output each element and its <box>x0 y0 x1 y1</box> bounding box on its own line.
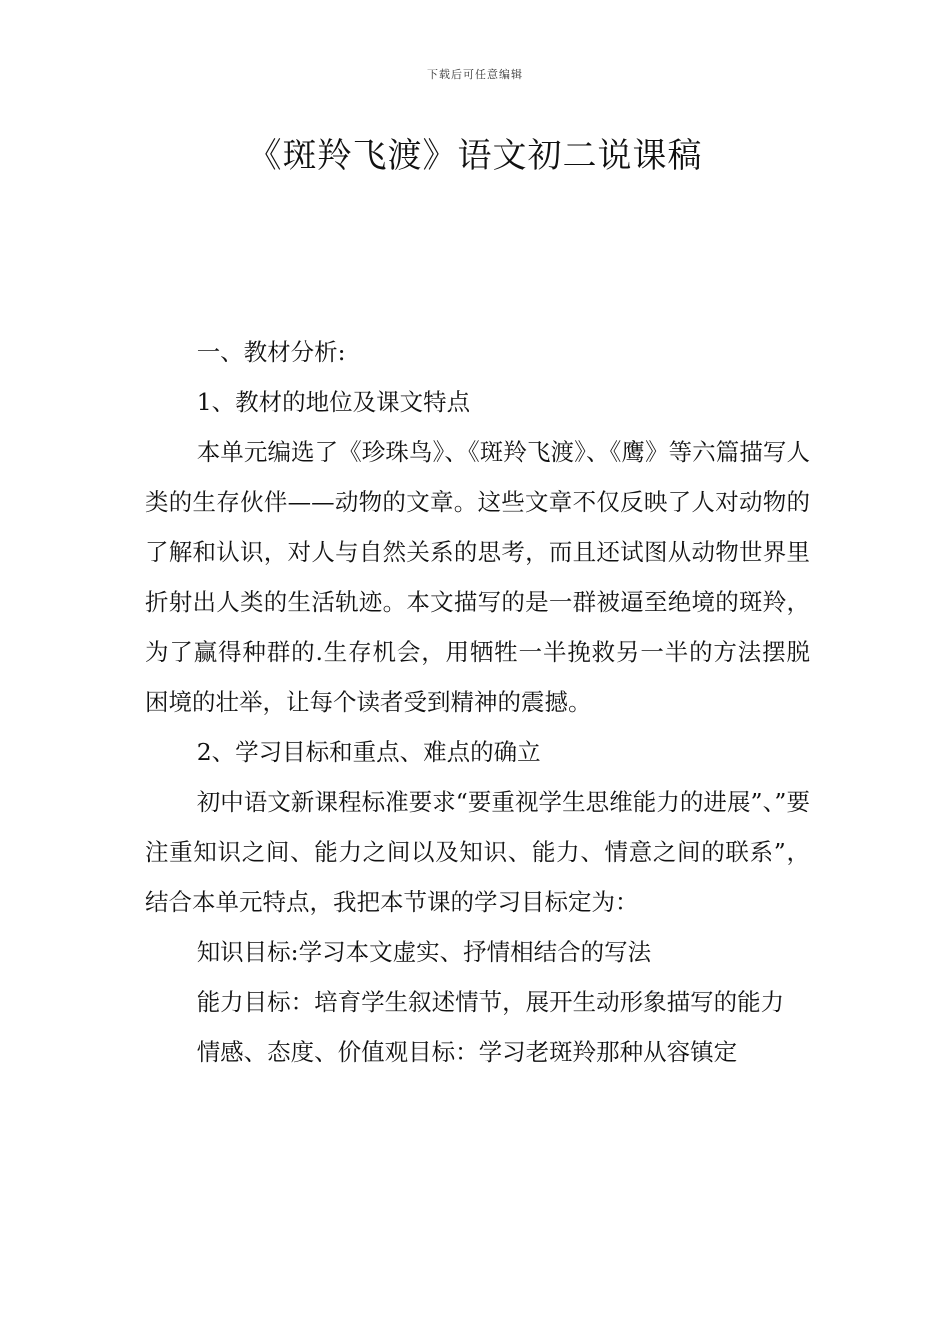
paragraph-curriculum-standard: 初中语文新课程标准要求“要重视学生思维能力的进展”、”要注重知识之间、能力之间以及知识、能力、情意之间的联系”，结合本单元特点，我把本节课的学习目标定为： <box>145 788 810 916</box>
subsection-heading-objectives: 2、学习目标和重点、难点的确立 <box>196 738 541 766</box>
paragraph-emotion-objective: 情感、态度、价值观目标：学习老斑羚那种从容镇定 <box>196 1038 738 1066</box>
subsection-heading-position: 1、教材的地位及课文特点 <box>196 388 471 416</box>
paragraph-unit-overview: 本单元编选了《珍珠鸟》、《斑羚飞渡》、《鹰》等六篇描写人类的生存伙伴——动物的文章。这些文章不仅反映了人对动物的了解和认识，对人与自然关系的思考，而且还试图从动物世界里折射出人类的生活轨迹。本文描写的是一群被逼至绝境的斑羚，为了赢得种群的.生存机会，用牺牲一半挽救另一半的方法摆脱困境的壮举，让每个读者受到精神的震撼。 <box>145 438 810 716</box>
paragraph-ability-objective: 能力目标：培育学生叙述情节，展开生动形象描写的能力 <box>196 988 785 1016</box>
section-heading-analysis: 一、教材分析: <box>196 338 346 366</box>
document-title: 《斑羚飞渡》语文初二说课稿 <box>247 136 703 176</box>
header-note: 下载后可任意编辑 <box>427 68 523 81</box>
document-body <box>145 327 810 1077</box>
paragraph-knowledge-objective: 知识目标:学习本文虚实、抒情相结合的写法 <box>196 938 652 966</box>
